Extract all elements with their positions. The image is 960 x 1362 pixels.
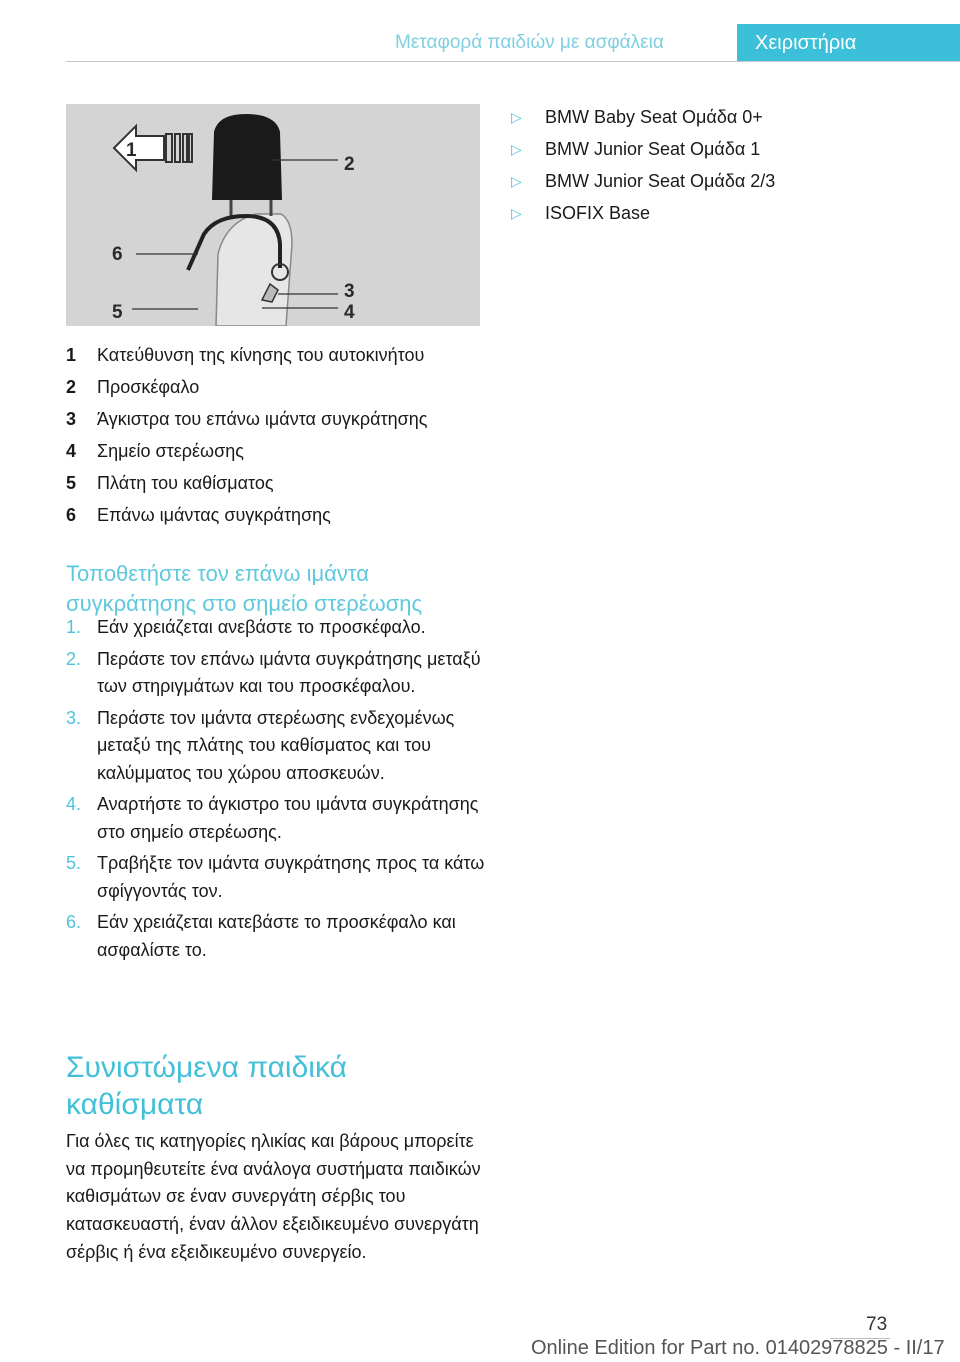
- step-item: [66, 646, 486, 701]
- list-item: [511, 133, 931, 165]
- section-title: Μεταφορά παιδιών με ασφάλεια: [395, 32, 664, 53]
- body-paragraph: Για όλες τις κατηγορίες ηλικίας και βάρους μπορείτε να προμηθευτείτε ένα ανάλογα συστήματα παιδικών καθισμάτων σε έναν συνεργάτη σέρβις του κατασκευαστή, έναν άλλον εξειδικευμένο συνεργάτη σέρβις ή ένα εξειδικευμένο συνεργείο.: [66, 1131, 481, 1262]
- legend-number: 6: [66, 504, 77, 525]
- legend-number: 3: [66, 408, 77, 429]
- seat-back: [216, 214, 292, 326]
- step-text: Εάν χρειάζεται κατεβάστε το προσκέφαλο και ασφαλίστε το.: [97, 912, 456, 960]
- callout-3: 3: [344, 281, 355, 302]
- instruction-steps: [66, 614, 486, 968]
- triangle-bullet-icon: ▷: [511, 172, 522, 189]
- triangle-bullet-icon: ▷: [511, 204, 522, 221]
- header-divider: [66, 61, 960, 62]
- main-heading: Συνιστώμενα παιδικά καθίσματα: [66, 1051, 347, 1121]
- step-number: 4.: [66, 794, 82, 814]
- step-item: [66, 614, 486, 642]
- legend-item: [66, 499, 486, 531]
- step-number: 3.: [66, 707, 82, 728]
- direction-arrow-icon: [114, 126, 164, 170]
- legend-text: Επάνω ιμάντας συγκράτησης: [97, 504, 331, 525]
- edition-note: Online Edition for Part no. 01402978825 - II/17: [531, 1337, 945, 1359]
- list-item-text: BMW Junior Seat Ομάδα 2/3: [545, 170, 776, 191]
- step-text: Τραβήξτε τον ιμάντα συγκράτησης προς τα κάτω σφίγγοντάς τον.: [97, 853, 485, 901]
- list-item-text: ISOFIX Base: [545, 202, 651, 223]
- legend-text: Πλάτη του καθίσματος: [97, 472, 274, 493]
- step-number: 1.: [66, 617, 82, 637]
- triangle-bullet-icon: ▷: [511, 140, 522, 157]
- step-text: Περάστε τον επάνω ιμάντα συγκράτησης μεταξύ των στηριγμάτων και του προσκέφαλου.: [97, 648, 481, 696]
- seat-list: [511, 101, 931, 229]
- callout-1: 1: [126, 140, 137, 161]
- step-text: Εάν χρειάζεται ανεβάστε το προσκέφαλο.: [97, 617, 426, 637]
- section-heading: Τοποθετήστε τον επάνω ιμάντα συγκράτησης στο σημείο στερέωσης: [66, 561, 423, 616]
- headrest-illustration: [66, 104, 480, 326]
- list-item-text: BMW Junior Seat Ομάδα 1: [545, 138, 761, 159]
- legend-number: 4: [66, 440, 77, 461]
- step-text: Αναρτήστε το άγκιστρο του ιμάντα συγκράτησης στο σημείο στερέωσης.: [97, 794, 479, 842]
- step-item: [66, 850, 486, 905]
- triangle-bullet-icon: ▷: [511, 108, 522, 125]
- callout-4: 4: [344, 302, 355, 323]
- figure-legend: [66, 339, 486, 531]
- step-item: [66, 909, 486, 964]
- callout-2: 2: [344, 154, 355, 175]
- legend-item: [66, 371, 486, 403]
- step-number: 6.: [66, 912, 82, 932]
- callout-6: 6: [112, 244, 123, 265]
- legend-item: [66, 339, 486, 371]
- step-number: 5.: [66, 853, 82, 873]
- legend-number: 2: [66, 376, 77, 397]
- legend-text: Κατεύθυνση της κίνησης του αυτοκινήτου: [97, 344, 425, 365]
- legend-item: [66, 435, 486, 467]
- step-item: [66, 705, 486, 788]
- legend-text: Άγκιστρα του επάνω ιμάντα συγκράτησης: [97, 408, 428, 429]
- headrest-figure: [66, 104, 480, 326]
- legend-text: Σημείο στερέωσης: [97, 440, 244, 461]
- legend-item: [66, 467, 486, 499]
- legend-item: [66, 403, 486, 435]
- step-item: [66, 791, 486, 846]
- legend-number: 1: [66, 344, 77, 365]
- list-item-text: BMW Baby Seat Ομάδα 0+: [545, 106, 763, 127]
- page-number: 73: [866, 1314, 888, 1335]
- list-item: [511, 197, 931, 229]
- callout-5: 5: [112, 302, 123, 323]
- page-header: [0, 24, 960, 62]
- chapter-tab: Χειριστήρια: [737, 24, 960, 62]
- legend-number: 5: [66, 472, 77, 493]
- list-item: [511, 165, 931, 197]
- step-text: Περάστε τον ιμάντα στερέωσης ενδεχομένως μεταξύ της πλάτης του καθίσματος και του καλύμματος του χώρου αποσκευών.: [97, 707, 455, 783]
- legend-text: Προσκέφαλο: [97, 376, 200, 397]
- headrest-shape: [212, 114, 282, 200]
- list-item: [511, 101, 931, 133]
- step-number: 2.: [66, 648, 82, 669]
